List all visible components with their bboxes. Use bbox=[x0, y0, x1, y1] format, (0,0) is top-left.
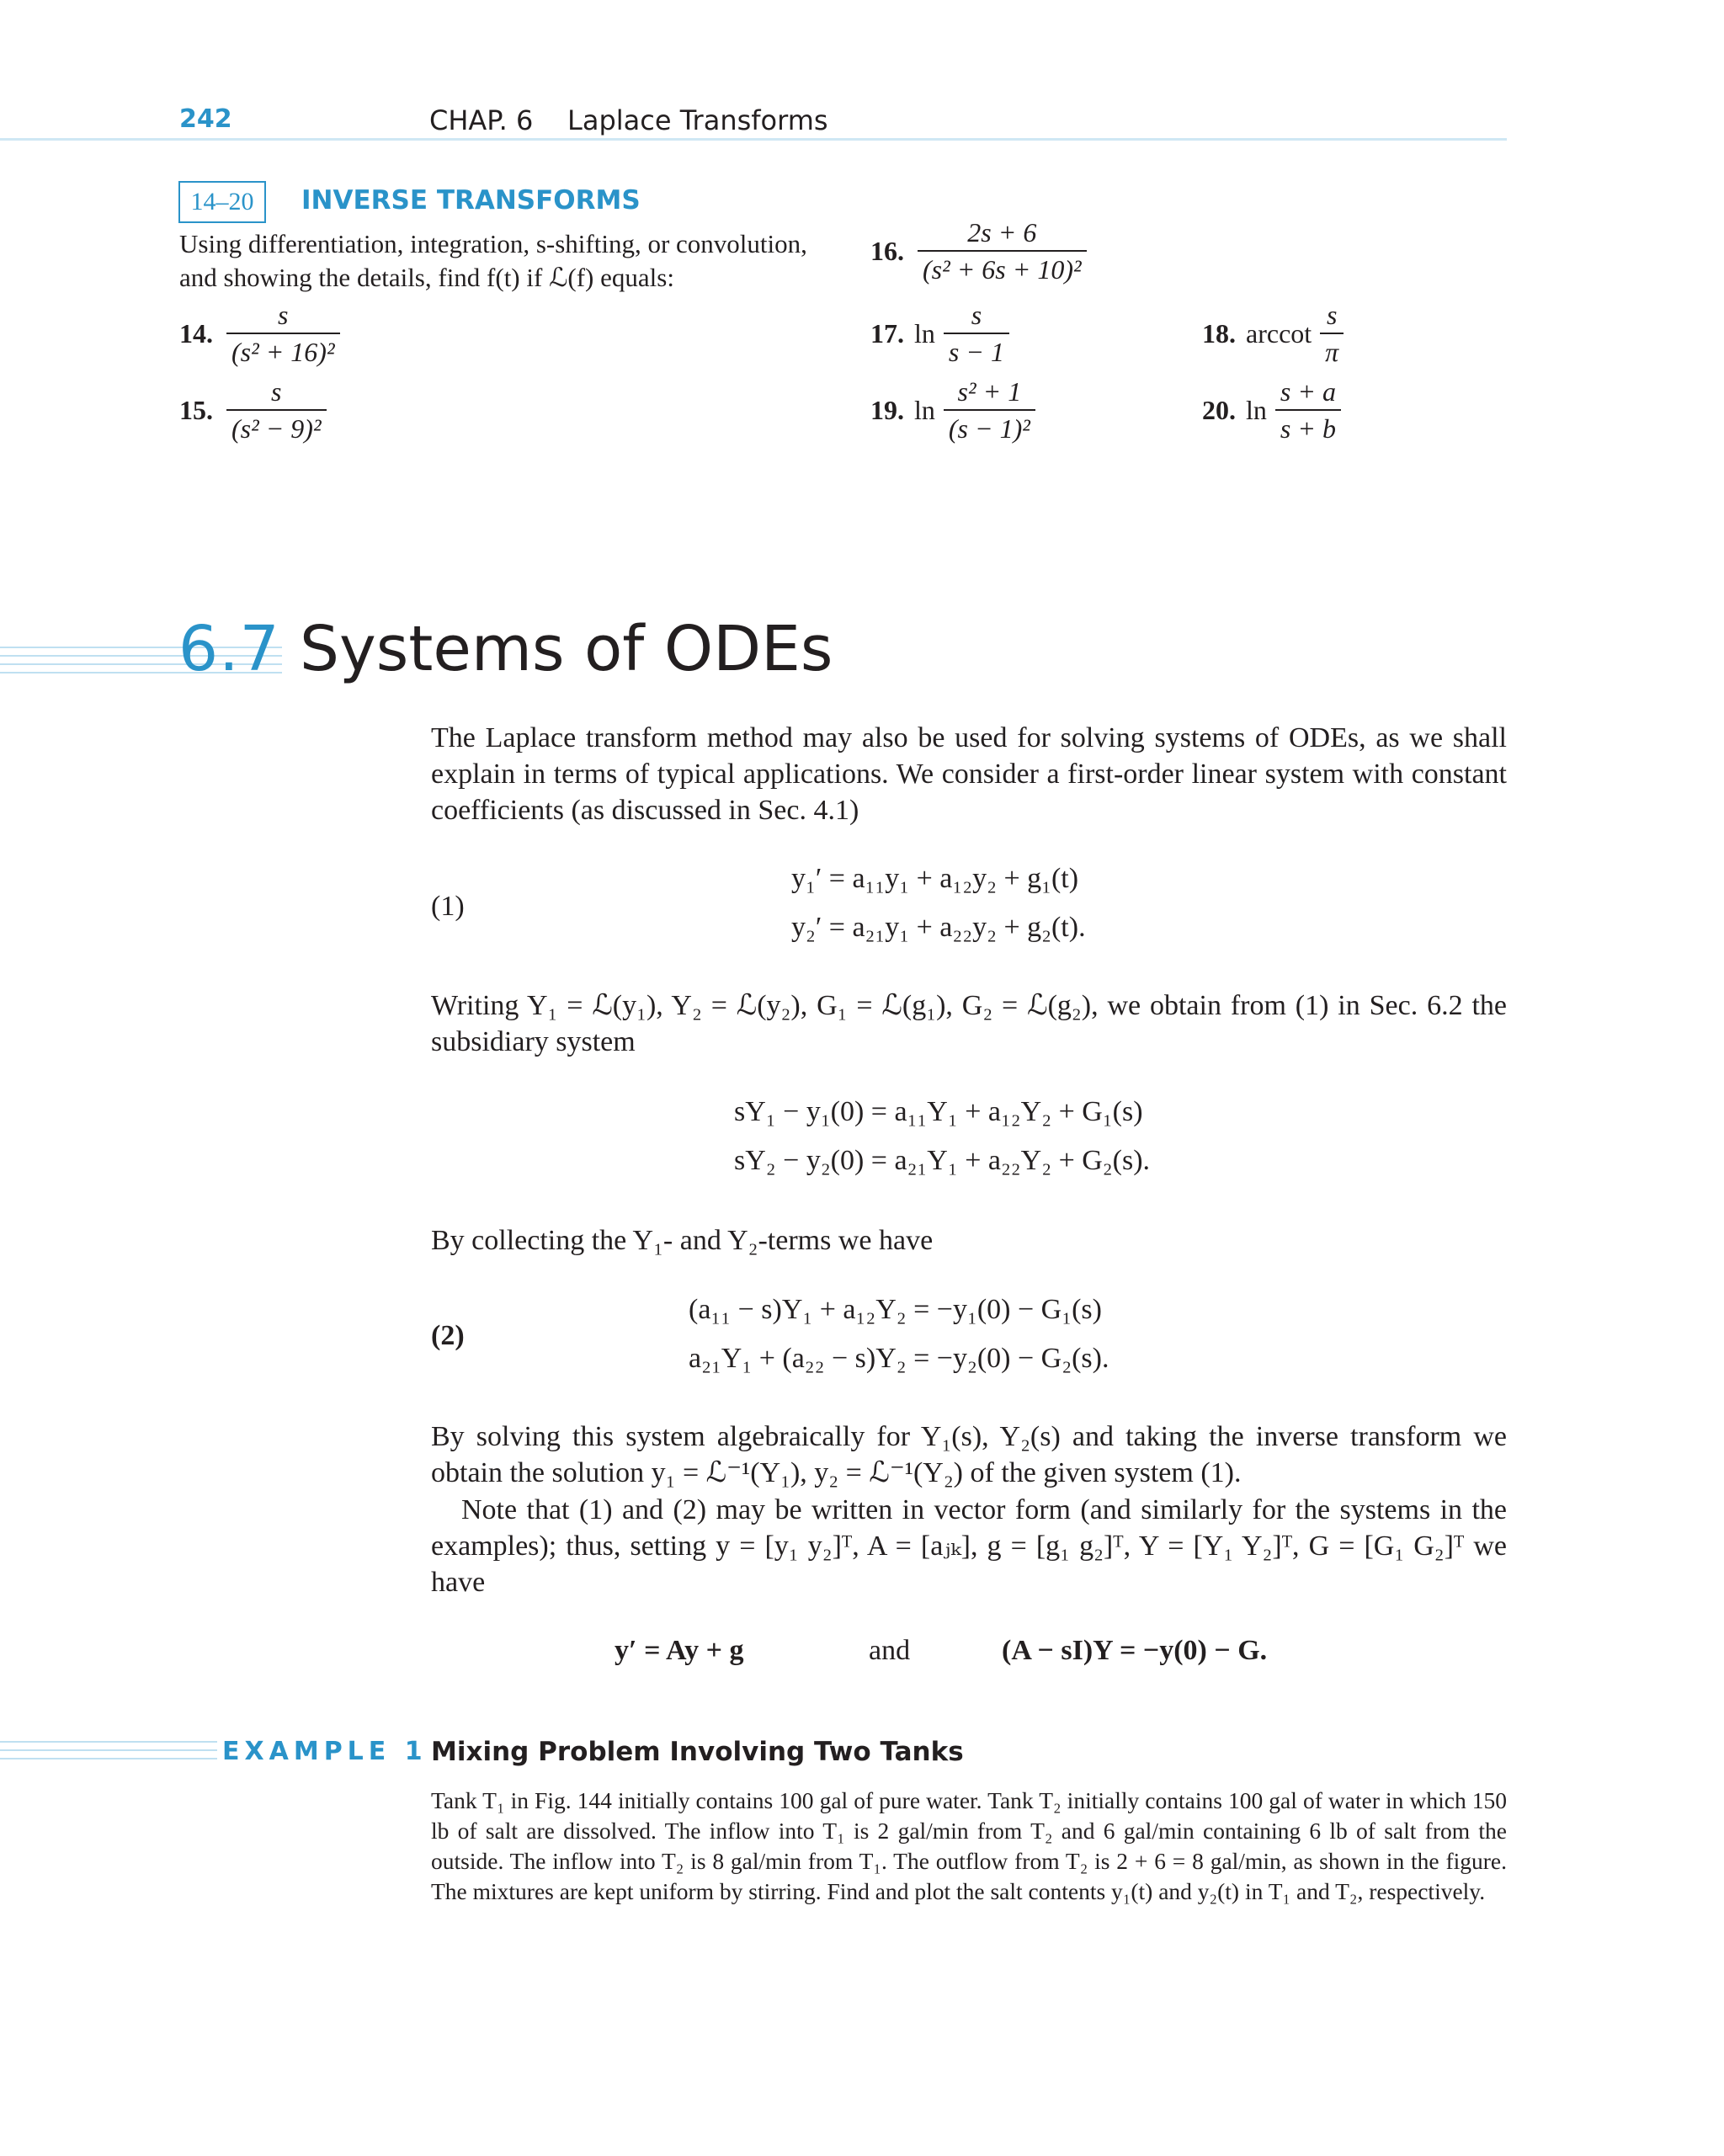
numerator: s² + 1 bbox=[957, 376, 1022, 407]
section-title: Systems of ODEs bbox=[300, 613, 833, 685]
subsidiary-system bbox=[734, 1096, 1150, 1177]
running-head: CHAP. 6 Laplace Transforms bbox=[429, 104, 828, 136]
problem-label: 18. bbox=[1202, 317, 1236, 349]
collecting-paragraph: By collecting the Y₁- and Y₂-terms we have bbox=[431, 1225, 934, 1256]
problem-label: 16. bbox=[870, 235, 904, 266]
problem-set-instruction: Using differentiation, integration, s-shifting, or convolution, and showing the details, find f(t) if ℒ(f) equals: bbox=[179, 229, 807, 292]
equation-line: y₁′ = a₁₁y₁ + a₁₂y₂ + g₁(t) bbox=[791, 863, 1079, 894]
problem-label: 14. bbox=[179, 317, 213, 349]
function-name: ln bbox=[914, 394, 935, 425]
equation-number: (2) bbox=[431, 1320, 465, 1351]
denominator: (s² + 16)² bbox=[226, 333, 340, 368]
problem-19 bbox=[870, 375, 1039, 445]
problem-range-box: 14–20 bbox=[178, 181, 266, 223]
denominator: π bbox=[1320, 333, 1344, 368]
section-number: 6.7 bbox=[178, 613, 280, 685]
page-number: 242 bbox=[179, 104, 232, 134]
problem-17 bbox=[870, 299, 1013, 368]
equation-line: y₂′ = a₂₁y₁ + a₂₂y₂ + g₂(t). bbox=[791, 912, 1086, 943]
equation-line: sY₂ − y₂(0) = a₂₁Y₁ + a₂₂Y₂ + G₂(s). bbox=[734, 1145, 1151, 1176]
numerator: s bbox=[971, 300, 982, 330]
problem-15 bbox=[179, 375, 330, 445]
numerator: 2s + 6 bbox=[967, 217, 1037, 248]
denominator: (s² + 6s + 10)² bbox=[918, 250, 1087, 285]
equation-line: sY₁ − y₁(0) = a₁₁Y₁ + a₁₂Y₂ + G₁(s) bbox=[734, 1096, 1143, 1127]
problem-label: 15. bbox=[179, 394, 213, 425]
equation-2 bbox=[689, 1294, 1109, 1375]
equation-1 bbox=[791, 863, 1086, 944]
problem-label: 19. bbox=[870, 394, 904, 425]
example-text: Tank T₁ in Fig. 144 initially contains 100 gal of pure water. Tank T₂ initially contains 100 gal of water in which 150 lb of salt are dissolved. The inflow into T₁ is 2 gal/min from T₂ and 6 gal/min containing 6 lb of salt from the outside. The inflow into T₂ is 8 gal/min from T₁. The outflow from T₂ is 2 + 6 = 8 gal/min, as shown in the figure. The mixtures are kept uniform by stirring. Find and plot the salt contents y₁(t) and y₂(t) in T₁ and T₂, respectively. bbox=[431, 1787, 1507, 1904]
equation-line: (a₁₁ − s)Y₁ + a₁₂Y₂ = −y₁(0) − G₁(s) bbox=[689, 1294, 1102, 1325]
vector-equation-left: y′ = Ay + g bbox=[615, 1635, 744, 1666]
numerator: s bbox=[271, 376, 282, 407]
denominator: s − 1 bbox=[944, 333, 1009, 368]
example-title: Mixing Problem Involving Two Tanks bbox=[431, 1737, 964, 1767]
denominator: (s − 1)² bbox=[944, 409, 1035, 445]
problem-label: 17. bbox=[870, 317, 904, 349]
solving-paragraph: By solving this system algebraically for Y₁(s), Y₂(s) and taking the inverse transform we obtain the solution y₁ = ℒ⁻¹(Y₁), y₂ = ℒ⁻¹(Y₂) of the given system (1). bbox=[431, 1421, 1507, 1488]
vector-equation-and: and bbox=[869, 1635, 911, 1666]
problem-18 bbox=[1202, 299, 1347, 368]
denominator: (s² − 9)² bbox=[226, 409, 327, 445]
problem-14 bbox=[179, 299, 343, 368]
note-paragraph: Note that (1) and (2) may be written in vector form (and similarly for the systems in the examples); thus, setting y = [y₁ y₂]ᵀ, A = [aⱼₖ], g = [g₁ g₂]ᵀ, Y = [Y₁ Y₂]ᵀ, G = [G₁ G₂]ᵀ we have bbox=[431, 1494, 1507, 1598]
example-label: EXAMPLE 1 bbox=[217, 1737, 428, 1766]
denominator: s + b bbox=[1275, 409, 1341, 445]
problem-label: 20. bbox=[1202, 394, 1236, 425]
numerator: s bbox=[278, 300, 289, 330]
equation-number: (1) bbox=[431, 891, 465, 922]
function-name: arccot bbox=[1246, 317, 1312, 349]
numerator: s bbox=[1326, 300, 1338, 330]
numerator: s + a bbox=[1280, 376, 1336, 407]
intro-paragraph: The Laplace transform method may also be used for solving systems of ODEs, as we shall explain in terms of typical applications. We consider a first-order linear system with constant coefficients (as discussed in Sec. 4.1) bbox=[431, 722, 1507, 826]
equation-line: a₂₁Y₁ + (a₂₂ − s)Y₂ = −y₂(0) − G₂(s). bbox=[689, 1343, 1109, 1374]
problem-set-title: INVERSE TRANSFORMS bbox=[301, 185, 641, 216]
vector-equation-right: (A − sI)Y = −y(0) − G. bbox=[1002, 1635, 1268, 1666]
writing-paragraph: Writing Y₁ = ℒ(y₁), Y₂ = ℒ(y₂), G₁ = ℒ(g₁), G₂ = ℒ(g₂), we obtain from (1) in Sec. 6.2 the subsidiary system bbox=[431, 990, 1507, 1057]
problem-20 bbox=[1202, 375, 1344, 445]
header-rule bbox=[0, 138, 1507, 141]
function-name: ln bbox=[1246, 394, 1267, 425]
function-name: ln bbox=[914, 317, 935, 349]
problem-16 bbox=[870, 216, 1090, 285]
